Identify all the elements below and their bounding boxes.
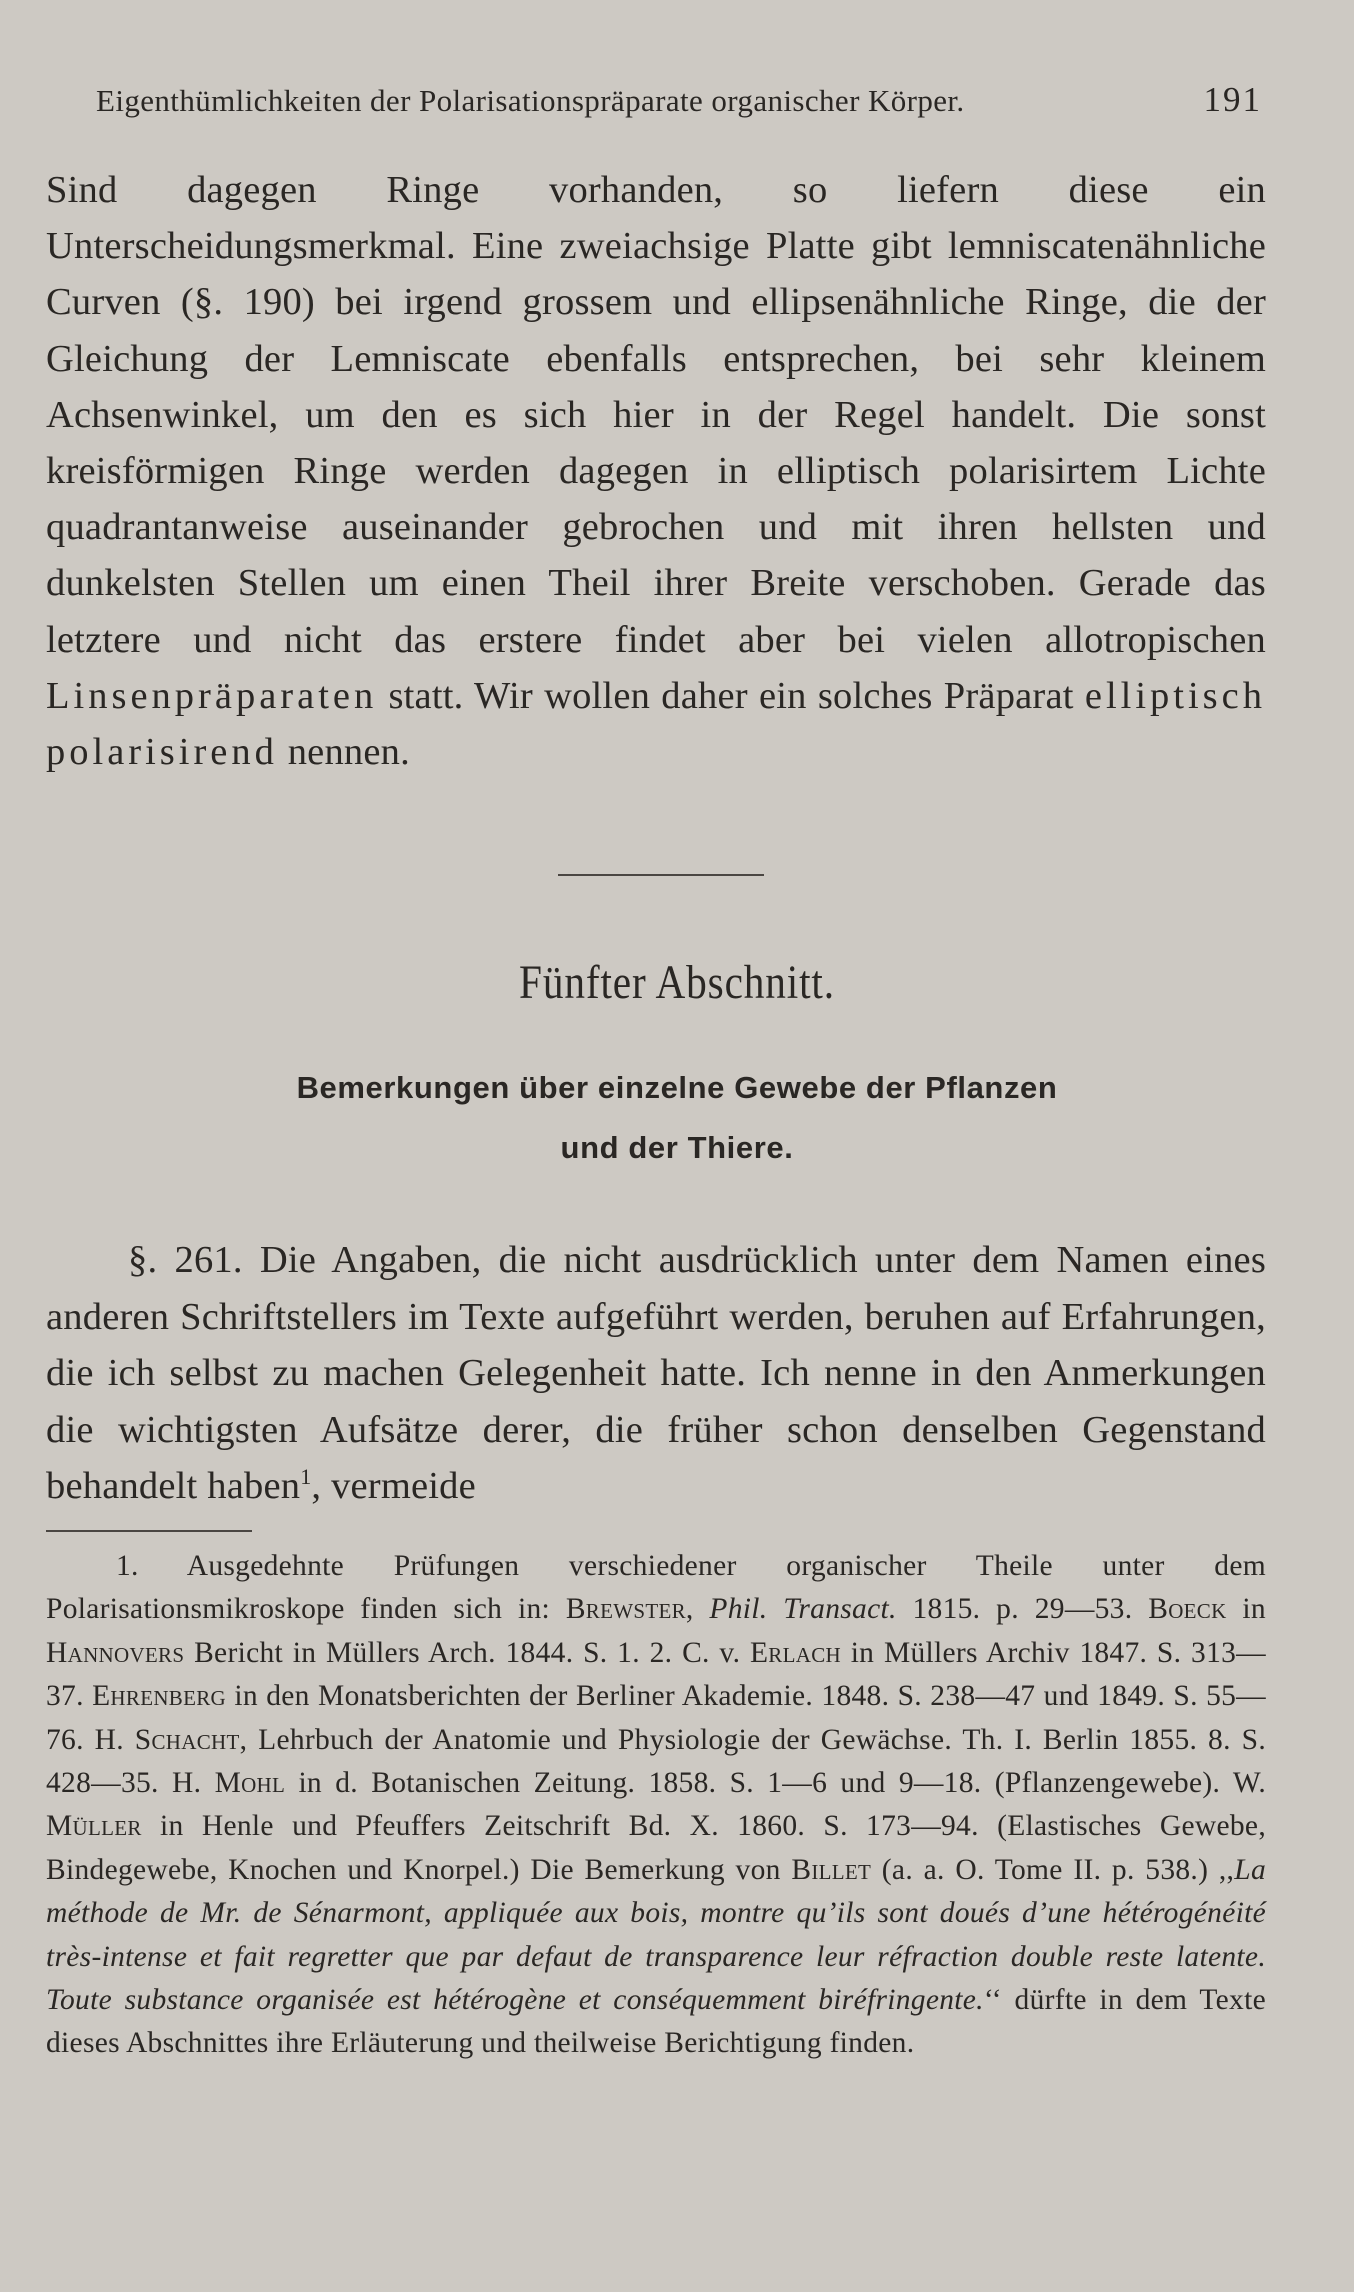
author-name: Schacht bbox=[134, 1723, 240, 1756]
paragraph-continued bbox=[46, 162, 1266, 780]
section-title: Fünfter Abschnitt. bbox=[519, 956, 835, 1009]
footnote-text: 1815. p. 29—53. bbox=[912, 1593, 1133, 1626]
author-name: Ehrenberg bbox=[92, 1680, 227, 1713]
author-name: Boeck bbox=[1148, 1593, 1227, 1626]
author-name: Müller bbox=[46, 1810, 142, 1843]
spaced-term: elliptisch polarisirend bbox=[46, 674, 1267, 774]
footnote-text: (a. a. O. Tome II. p. 538.) ,, bbox=[881, 1853, 1235, 1886]
footnote-text: in Müllers Archiv 1847. S. 313—37. bbox=[46, 1636, 1266, 1713]
footnote-text: , Lehrbuch der Anatomie und Physiologie der Gewächse. Th. I. Berlin 1855. 8. S. 428—35. H. bbox=[46, 1723, 1266, 1800]
paragraph-261 bbox=[46, 1232, 1266, 1515]
spaced-term: Linsenpräparaten bbox=[46, 674, 378, 717]
page-number: 191 bbox=[1203, 80, 1262, 119]
running-title: Eigenthümlichkeiten der Polarisationspräparate organischer Körper. bbox=[96, 83, 965, 118]
section-divider bbox=[558, 874, 764, 876]
paragraph-text: statt. Wir wollen daher ein solches Präparat bbox=[388, 674, 1074, 717]
author-name: Hannovers bbox=[46, 1636, 185, 1669]
running-header bbox=[96, 80, 1266, 120]
author-name: Billet bbox=[791, 1853, 872, 1886]
footnote-text: in Henle und Pfeuffers Zeitschrift Bd. X. 1860. S. 173—94. (Elastisches Gewebe, Bindegewebe, Knochen und Knorpel.) Die Bemerkung von bbox=[46, 1810, 1266, 1886]
journal-title: Phil. Transact. bbox=[709, 1593, 897, 1626]
footnote-text: 1. Ausgedehnte Prüfungen verschiedener organischer Theile unter dem Polarisationsmikroskope finden sich in: bbox=[46, 1550, 1266, 1626]
author-name: Erlach bbox=[749, 1636, 841, 1669]
paragraph-text: nennen. bbox=[287, 731, 410, 774]
footnote bbox=[46, 1545, 1266, 2066]
french-quotation: La méthode de Mr. de Sénarmont, appliquée aux bois, montre qu’ils sont doués d’une hétérogénéité très-intense et fait regretter que par defaut de transparence leur réfraction double reste latente. Toute substance organisée est hétérogène et conséquemment biréfringente. bbox=[46, 1853, 1266, 2017]
section-subtitle-line1: Bemerkungen über einzelne Gewebe der Pflanzen bbox=[296, 1070, 1058, 1105]
footnote-text: , bbox=[685, 1593, 694, 1626]
footnote-text: in d. Botanischen Zeitung. 1858. S. 1—6 und 9—18. (Pflanzengewebe). W. bbox=[298, 1767, 1266, 1800]
paragraph-text-end: , vermeide bbox=[311, 1465, 476, 1507]
paragraph-text: Sind dagegen Ringe vorhanden, so liefern diese ein Unterscheidungsmerkmal. Eine zweiachsige Platte gibt lemniscatenähnliche Curven (§. 190) bei irgend grossem und ellipsenähnliche Ringe, die der Gleichung der Lemniscate ebenfalls entsprechen, bei sehr kleinem Achsenwinkel, um den es sich hier in der Regel handelt. Die sonst kreisförmigen Ringe werden dagegen in elliptisch polarisirtem Lichte quadrantanweise auseinander gebrochen und mit ihren hellsten und dunkelsten Stellen um einen Theil ihrer Breite verschoben. Gerade das letztere und nicht das erstere findet aber bei vielen allotropischen bbox=[46, 169, 1266, 661]
footnote-text: in den Monatsberichten der Berliner Akademie. 1848. S. 238—47 und 1849. S. 55—76. H. bbox=[46, 1680, 1266, 1756]
author-name: Mohl bbox=[214, 1767, 286, 1800]
paragraph-text: §. 261. Die Angaben, die nicht ausdrücklich unter dem Namen eines anderen Schriftstellers im Texte aufgeführt werden, beruhen auf Erfahrungen, die ich selbst zu machen Gelegenheit hatte. Ich nenne in den Anmerkungen die wichtigsten Aufsätze derer, die früher schon denselben Gegenstand behandelt haben bbox=[46, 1239, 1266, 1507]
footnote-text: in bbox=[1242, 1593, 1266, 1626]
section-subtitle-line2: und der Thiere. bbox=[560, 1130, 794, 1165]
footnote-text: Bericht in Müllers Arch. 1844. S. 1. 2. C. v. bbox=[194, 1636, 741, 1669]
footnote-divider bbox=[46, 1530, 252, 1532]
footnote-text: ‘‘ dürfte in dem Texte dieses Abschnittes ihre Erläuterung und theilweise Berichtigung finden. bbox=[46, 1984, 1266, 2060]
author-name: Brewster bbox=[565, 1593, 686, 1626]
footnote-reference: 1 bbox=[300, 1464, 312, 1490]
